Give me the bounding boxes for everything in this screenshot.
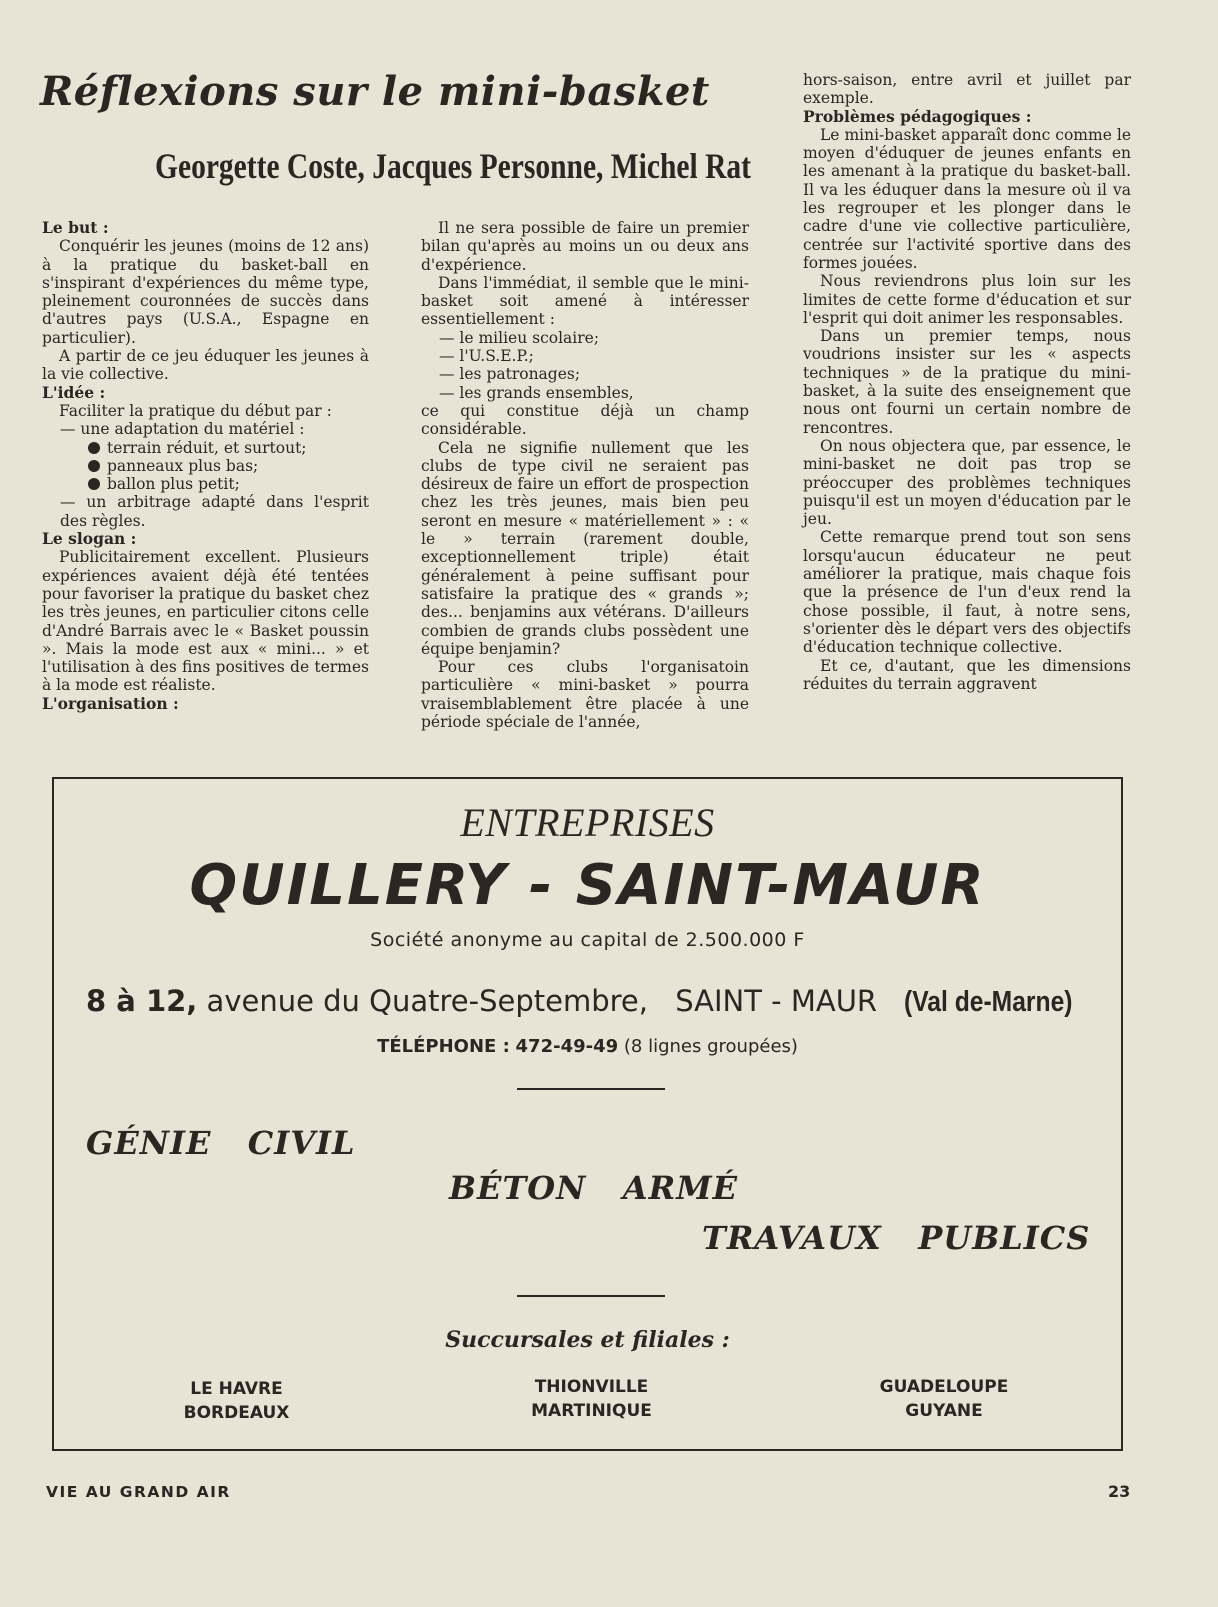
list-item: — une adaptation du matériel : <box>60 420 305 439</box>
paragraph: Publicitairement excellent. Plusieurs expériences avaient déjà été tentées pour favoriser la pratique du basket chez les très jeunes, en particulier citons celle d'André Barrais avec le « Basket poussin ». Mais la mode est aux « mini... » et l'utilisation à des fins positives de termes à la mode est réaliste. <box>42 548 369 695</box>
paragraph: Dans un premier temps, nous voudrions insister sur les « aspects techniques » de la pratique du mini-basket, à la suite des enseignement que nous ont fourni un certain nombre de rencontres. <box>803 327 1131 437</box>
bullet-icon <box>88 460 100 472</box>
ad-heading: ENTREPRISES <box>460 800 715 845</box>
branch-city: BORDEAUX <box>183 1403 290 1423</box>
address-department: (Val de-Marne) <box>904 986 1073 1018</box>
paragraph: Il ne sera possible de faire un premier bilan qu'après au moins un ou deux ans d'expérience. <box>421 219 749 274</box>
section-heading: Le slogan : <box>42 529 137 549</box>
list-item: — les grands ensembles, <box>439 383 634 402</box>
paragraph: Nous reviendrons plus loin sur les limites de cette forme d'éducation et sur l'esprit qui doit animer les responsables. <box>803 272 1131 327</box>
list-item: — un arbitrage adapté dans l'esprit des règles. <box>60 493 369 530</box>
branch-group <box>854 1375 1034 1423</box>
tel-note: (8 lignes groupées) <box>623 1036 798 1057</box>
paragraph: A partir de ce jeu éduquer les jeunes à la vie collective. <box>42 347 369 384</box>
section-heading: L'organisation : <box>42 693 179 713</box>
branch-group <box>154 1377 319 1425</box>
section-heading: Problèmes pédagogiques : <box>803 106 1032 126</box>
article-column-2 <box>421 219 749 731</box>
bullet-item: ballon plus petit; <box>42 475 369 493</box>
paragraph: ce qui constitue déjà un champ considérable. <box>421 401 749 439</box>
paragraph: Faciliter la pratique du début par : <box>59 401 332 420</box>
paragraph: hors-saison, entre avril et juillet par exemple. <box>803 71 1131 108</box>
branches-heading: Succursales et filiales : <box>445 1327 730 1353</box>
paragraph: Conquérir les jeunes (moins de 12 ans) à la pratique du basket-ball en s'inspirant d'expériences du même type, pleinement couronnées de succès dans d'autres pays (U.S.A., Espagne en particulier). <box>42 237 369 347</box>
article-column-3 <box>803 71 1131 693</box>
paragraph: Cela ne signifie nullement que les clubs de type civil ne seraient pas désireux de faire un effort de prospection chez les très jeunes, mais bien peu seront en mesure « matériellement » : « le » terrain (rarement double, exceptionnellement triple) était généralement à peine suffisant pour satisfaire la pratique des « grands »; des... benjamins aux vétérans. D'ailleurs combien de grands clubs possèdent une équipe benjamin? <box>421 438 749 658</box>
section-heading: L'idée : <box>42 382 106 402</box>
paragraph: Pour ces clubs l'organisatoin particulière « mini-basket » pourra vraisemblablement être placée à une période spéciale de l'année, <box>421 658 749 732</box>
tel-label: TÉLÉPHONE : <box>377 1036 510 1057</box>
ad-address <box>86 984 1103 1019</box>
ad-company-name: QUILLERY - SAINT-MAUR <box>189 853 986 918</box>
service-beton-arme: BÉTON ARMÉ <box>449 1169 739 1207</box>
service-genie-civil: GÉNIE CIVIL <box>86 1124 356 1162</box>
list-item: — le milieu scolaire; <box>439 328 600 347</box>
address-street: avenue du Quatre-Septembre, <box>206 984 648 1018</box>
ad-telephone <box>54 1036 1121 1057</box>
branch-city: GUYANE <box>905 1401 983 1421</box>
branch-city: GUADELOUPE <box>879 1377 1009 1397</box>
paragraph: Et ce, d'autant, que les dimensions réduites du terrain aggravent <box>803 656 1131 693</box>
bullet-icon <box>88 478 100 490</box>
page-number: 23 <box>1108 1482 1131 1501</box>
bullet-item: terrain réduit, et surtout; <box>42 439 369 457</box>
bullet-item: panneaux plus bas; <box>42 457 369 475</box>
list-item: — les patronages; <box>439 365 581 384</box>
list-item: — l'U.S.E.P.; <box>439 347 534 366</box>
paragraph: Cette remarque prend tout son sens lorsqu'aucun éducateur ne peut améliorer la pratique, mais chaque fois que la présence de l'un d'eux rend la chose possible, il faut, à notre sens, s'orienter dès le départ vers des objectifs d'éducation technique collective. <box>803 528 1131 657</box>
branch-city: LE HAVRE <box>190 1379 283 1399</box>
section-heading: Le but : <box>42 218 109 237</box>
ad-capital: Société anonyme au capital de 2.500.000 F <box>370 929 805 951</box>
paragraph: Dans l'immédiat, il semble que le mini-basket soit amené à intéresser essentiellement : <box>421 273 749 329</box>
paragraph: Le mini-basket apparaît donc comme le moyen d'éduquer de jeunes enfants en les amenant à la pratique du basket-ball. Il va les éduquer dans la mesure où il va les regrouper et les plonger dans le cadre d'une vie collective particulière, centrée sur l'activité sportive dans des formes jouées. <box>803 125 1131 272</box>
article-title: Réflexions sur le mini-basket <box>40 68 710 115</box>
address-number: 8 à 12, <box>86 984 198 1018</box>
article-column-1 <box>42 219 369 713</box>
footer-magazine-name: VIE AU GRAND AIR <box>46 1483 231 1501</box>
address-city: SAINT - MAUR <box>675 984 878 1018</box>
divider <box>517 1088 665 1090</box>
paragraph: On nous objectera que, par essence, le mini-basket ne doit pas trop se préoccuper des problèmes techniques puisqu'il est un moyen d'éducation par le jeu. <box>803 436 1131 529</box>
bullet-icon <box>88 442 100 454</box>
article-authors: Georgette Coste, Jacques Personne, Michel Rat <box>155 146 751 186</box>
branch-city: THIONVILLE <box>534 1377 649 1397</box>
branch-group <box>504 1375 679 1423</box>
advertisement <box>52 777 1123 1451</box>
tel-number: 472-49-49 <box>515 1036 619 1057</box>
service-travaux-publics: TRAVAUX PUBLICS <box>702 1219 1091 1257</box>
divider <box>517 1295 665 1297</box>
branch-city: MARTINIQUE <box>531 1401 652 1421</box>
